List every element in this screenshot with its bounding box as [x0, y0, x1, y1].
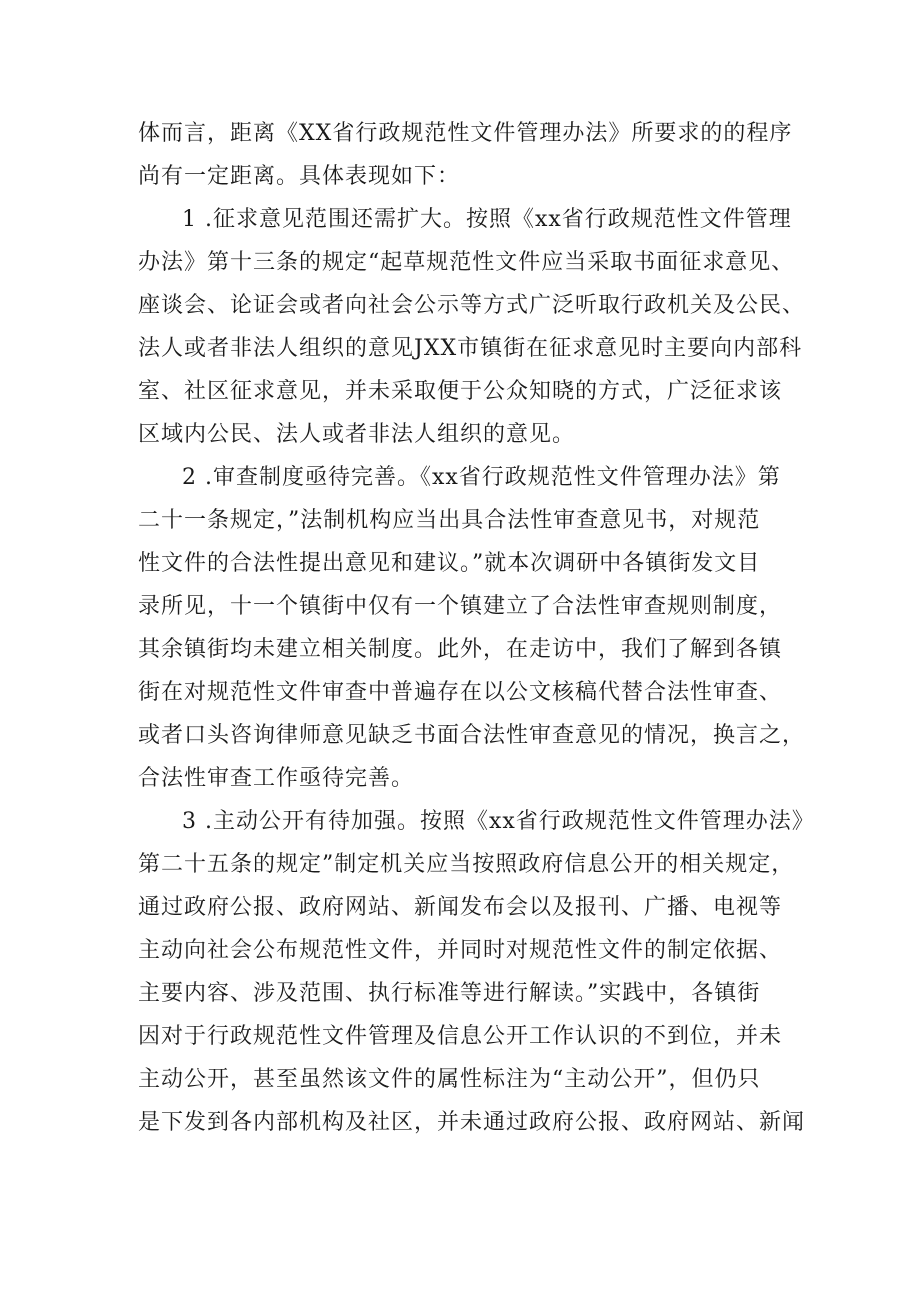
text-line: 主动向社会公布规范性文件，并同时对规范性文件的制定依据、 [138, 938, 783, 963]
text-line: 合法性审查工作亟待完善。 [138, 766, 415, 791]
paragraph-3-start: 3 .主动公开有待加强。按照《xx省行政规范性文件管理办法》 [182, 809, 815, 834]
text-line: 办法》第十三条的规定“起草规范性文件应当采取书面征求意见、 [138, 250, 795, 275]
text-line: 或者口头咨询律师意见缺乏书面合法性审查意见的情况，换言之， [138, 723, 806, 748]
text-line: 第二十五条的规定”制定机关应当按照政府信息公开的相关规定， [138, 852, 795, 877]
text-line: 通过政府公报、政府网站、新闻发布会以及报刊、广播、电视等 [138, 895, 783, 920]
text-line: 是下发到各内部机构及社区，并未通过政府公报、政府网站、新闻 [138, 1110, 806, 1135]
text-line: 座谈会、论证会或者向社会公示等方式广泛听取行政机关及公民、 [138, 293, 806, 318]
text-line: 因对于行政规范性文件管理及信息公开工作认识的不到位，并未 [138, 1024, 783, 1049]
text-line: 录所见，十一个镇街中仅有一个镇建立了合法性审查规则制度， [138, 594, 783, 619]
text-line: 区域内公民、法人或者非法人组织的意见。 [138, 422, 576, 447]
text-line: 街在对规范性文件审查中普遍存在以公文核稿代替合法性审查、 [138, 680, 783, 705]
text-line: 性文件的合法性提出意见和建议。”就本次调研中各镇街发文目 [138, 551, 761, 576]
paragraph-2-start: 2 .审查制度亟待完善。《xx省行政规范性文件管理办法》第 [182, 465, 781, 490]
text-line: 体而言，距离《XX省行政规范性文件管理办法》所要求的的程序 [138, 121, 793, 146]
text-line: 法人或者非法人组织的意见JXX市镇街在征求意见时主要向内部科 [138, 336, 803, 361]
text-line: 其余镇街均未建立相关制度。此外，在走访中，我们了解到各镇 [138, 637, 783, 662]
text-line: 二十一条规定，”法制机构应当出具合法性审查意见书，对规范 [138, 508, 761, 533]
text-line: 尚有一定距离。具体表现如下： [138, 164, 461, 189]
text-line: 主要内容、涉及范围、执行标准等进行解读。”实践中，各镇街 [138, 981, 761, 1006]
text-line: 主动公开，甚至虽然该文件的属性标注为“主动公开”，但仍只 [138, 1067, 761, 1092]
paragraph-1-start: 1 .征求意见范围还需扩大。按照《xx省行政规范性文件管理 [182, 207, 792, 232]
text-line: 室、社区征求意见，并未采取便于公众知晓的方式，广泛征求该 [138, 379, 783, 404]
